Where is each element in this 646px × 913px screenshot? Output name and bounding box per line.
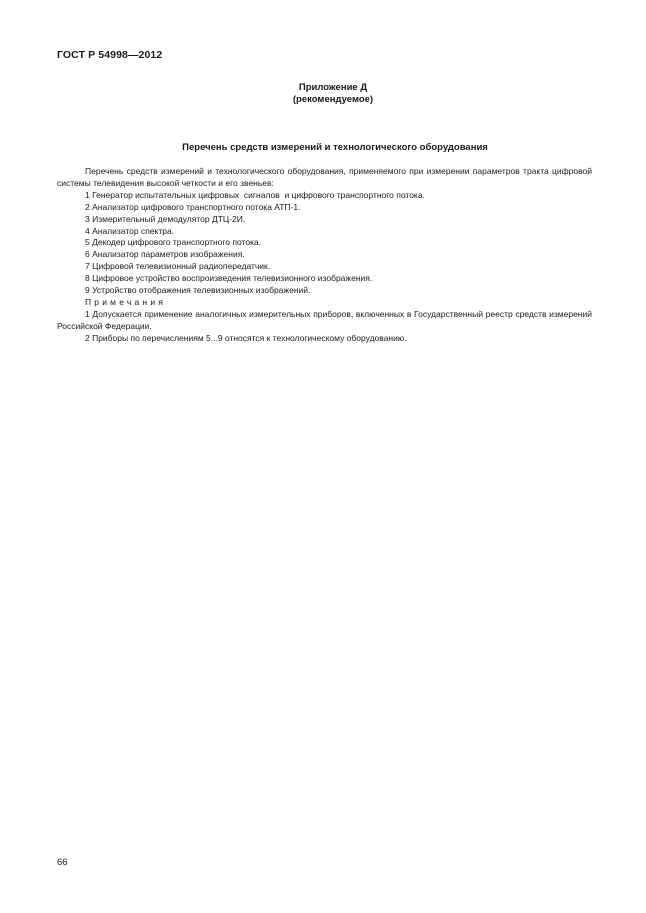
list-item: 4 Анализатор спектра.: [85, 225, 175, 236]
note-item: 1 Допускается применение аналогичных измерительных приборов, включенных в Государственный реестр средств измерений Российской Федерации.: [57, 308, 592, 331]
page-number: 66: [57, 857, 68, 868]
section-title-text: Перечень средств измерений и технологического оборудования: [182, 142, 488, 153]
list-item: 1 Генератор испытательных цифровых сигналов и цифрового транспортного потока.: [85, 189, 425, 200]
appendix-heading: [0, 82, 646, 106]
list-item: 9 Устройство отображения телевизионных изображений.: [85, 285, 311, 296]
list-item: 5 Декодер цифрового транспортного потока.: [85, 237, 262, 248]
list-item: 8 Цифровое устройство воспроизведения телевизионного изображения.: [85, 273, 373, 284]
document-body: [57, 166, 592, 345]
section-title: [0, 142, 646, 153]
appendix-title: Приложение Д: [298, 82, 368, 93]
note-item: 2 Приборы по перечислениям 5...9 относятся к технологическому оборудованию.: [85, 332, 407, 343]
list-item: 2 Анализатор цифрового транспортного потока АТП-1.: [85, 201, 301, 212]
notes-heading: Примечания: [85, 296, 167, 307]
list-item: 7 Цифровой телевизионный радиопередатчик.: [85, 261, 271, 272]
intro-paragraph: Перечень средств измерений и технологического оборудования, применяемого при измерении параметров тракта цифровой системы телевидения высокой четкости и его звеньев:: [57, 166, 592, 188]
appendix-subtitle: (рекомендуемое): [292, 94, 374, 105]
standard-code-header: ГОСТ Р 54998—2012: [57, 49, 163, 61]
list-item: 3 Измерительный демодулятор ДТЦ-2И.: [85, 213, 246, 224]
list-item: 6 Анализатор параметров изображения.: [85, 249, 245, 260]
